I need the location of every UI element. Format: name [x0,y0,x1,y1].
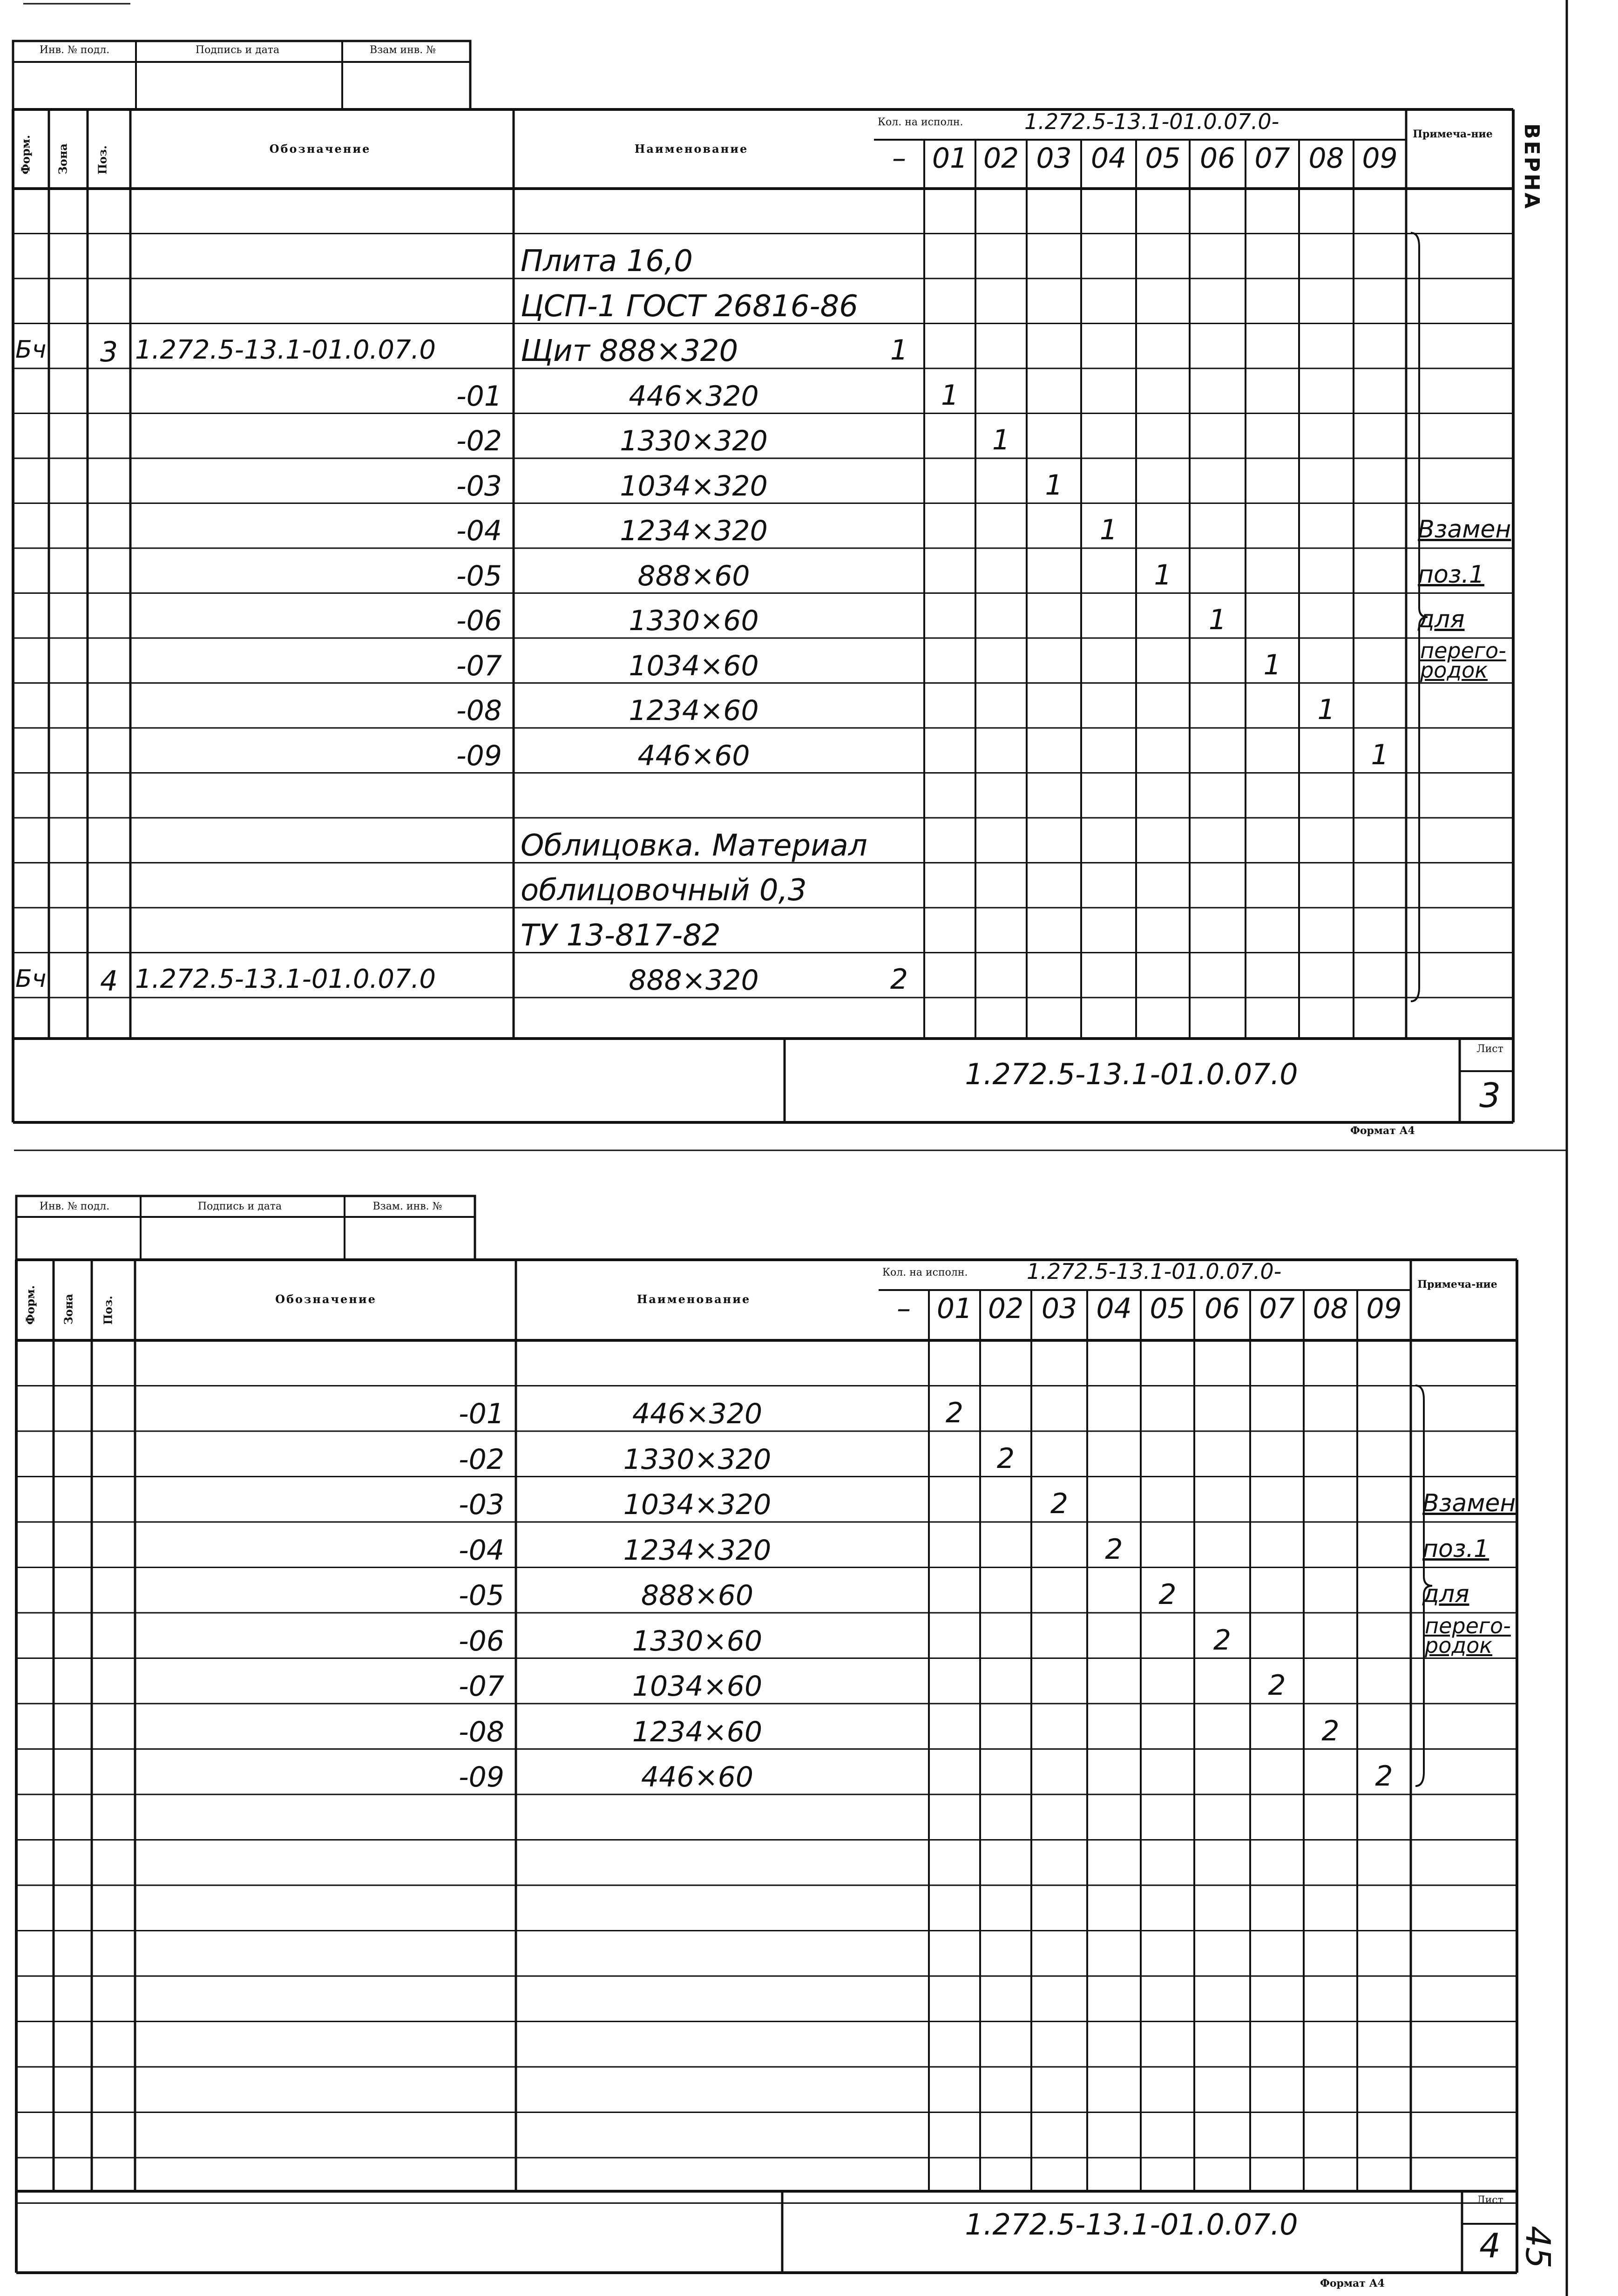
table-row-8-name: 1330×60 [629,605,759,637]
table-row-13-name: Облицовка. Материал [521,828,867,863]
stamp-inv-header-2: Инв. № подл. [39,1201,110,1212]
variant-col-05: 05 [1150,1292,1185,1325]
header-note-2: Примеча-ние [1417,1278,1497,1291]
header-qty-label: Кол. на исполн. [878,116,963,128]
table-row-3-name: 446×320 [629,380,759,413]
table-row-4-note: для [1422,1580,1469,1608]
table-row-9-designation: -07 [456,649,502,682]
table-row-7-designation: -05 [456,559,502,592]
variant-col-04: 04 [1090,142,1127,175]
table-row-4-qty: 1 [992,424,1010,456]
table-row-14-name: облицовочный 0,3 [521,873,807,908]
header-qty-label-2: Кол. на исполн. [882,1267,968,1278]
table-row-10-designation: -08 [456,694,502,727]
table-row-3-note: поз.1 [1422,1535,1489,1563]
table-row-6-name: 1034×60 [632,1670,763,1703]
header-form: Форм. [19,135,33,175]
table-row-8-name: 446×60 [641,1761,754,1793]
header-note: Примеча-ние [1413,128,1493,140]
table-row-2-qty: 1 [890,334,908,367]
table-row-10-qty: 1 [1317,693,1335,726]
table-row-9-note-2: родок [1420,657,1488,683]
table-row-3-name: 1234×320 [623,1534,772,1567]
sheet-number-2: 4 [1479,2226,1501,2265]
variant-col-06: 06 [1199,142,1236,175]
variant-col-01: 01 [932,142,968,175]
table-row-11-name: 446×60 [637,739,750,772]
table-row-1-designation: -02 [459,1443,504,1476]
table-row-4-name: 888×60 [641,1579,754,1612]
format-label-2: Формат А4 [1320,2277,1385,2289]
table-row-8-designation: -09 [459,1761,504,1793]
table-row-9-name: 1034×60 [629,649,759,682]
table-row-5-designation: -03 [456,469,502,503]
table-row-8-designation: -06 [456,605,502,637]
sheet-number-1: 3 [1479,1076,1501,1115]
variant-col-01: 01 [936,1292,973,1325]
table-row-0-name: 446×320 [632,1398,763,1430]
table-row-11-qty: 1 [1371,738,1389,771]
table-row-16-designation: 1.272.5-13.1-01.0.07.0 [135,964,436,994]
table-row-5-qty: 1 [1045,469,1063,502]
variant-col-08: 08 [1313,1292,1348,1325]
header-form-2: Форм. [23,1285,37,1325]
table-row-7-note: поз.1 [1418,560,1485,589]
table-row-2-name: 1034×320 [623,1488,772,1521]
table-row-4-name: 1330×320 [620,425,768,457]
header-zone-2: Зона [61,1294,75,1325]
stamp-vzam-header: Взам инв. № [370,44,436,56]
page-number: 45 [1518,2226,1557,2269]
table-row-8-note: для [1418,605,1465,633]
table-row-6-designation: -07 [459,1670,504,1703]
table-row-7-designation: -08 [459,1715,504,1748]
table-row-3-qty: 1 [941,379,959,412]
variant-col-02: 02 [983,142,1019,175]
table-row-6-qty: 1 [1099,514,1118,546]
variant-col-08: 08 [1308,142,1344,175]
table-row-16-form: Бч [15,965,47,993]
table-row-10-name: 1234×60 [629,694,759,727]
table-row-16-qty: 2 [890,963,908,996]
table-row-6-name: 1234×320 [620,515,768,547]
sheet-label-1: Лист [1476,1043,1503,1055]
table-row-2-qty: 2 [1050,1488,1069,1520]
table-row-1-name: ЦСП-1 ГОСТ 26816-86 [521,289,858,324]
table-row-16-pos: 4 [100,965,118,998]
header-designation: Обозначение [269,142,371,156]
format-label-1: Формат А4 [1350,1125,1415,1137]
table-row-1-qty: 2 [996,1442,1015,1475]
variant-col-07: 07 [1254,142,1290,175]
variant-col-06: 06 [1204,1292,1240,1325]
variant-col-03: 03 [1036,142,1072,175]
table-row-3-designation: -01 [456,380,502,413]
stamp-sign-header: Подпись и дата [195,44,280,56]
table-row-8-qty: 1 [1208,604,1227,636]
variant-col-base: – [897,1292,911,1325]
table-row-6-qty: 2 [1268,1669,1286,1702]
table-row-7-name: 1234×60 [632,1715,763,1748]
variant-col-07: 07 [1259,1292,1295,1325]
header-designation-2: Обозначение [275,1292,377,1306]
table-row-2-designation: -03 [459,1488,504,1521]
table-row-2-pos: 3 [100,336,118,368]
table-row-15-name: ТУ 13-817-82 [521,918,721,953]
table-row-6-designation: -04 [456,515,502,547]
table-row-11-designation: -09 [456,739,502,772]
stamp-vzam-header-2: Взам. инв. № [372,1201,442,1212]
variant-col-05: 05 [1145,142,1181,175]
table-row-5-note: перего- [1425,1613,1511,1638]
variant-col-03: 03 [1041,1292,1077,1325]
table-row-2-name: Щит 888×320 [521,334,738,368]
verified-stamp: ВЕРНА [1520,123,1544,211]
table-row-5-name: 1330×60 [632,1624,763,1657]
header-qty-base-2: 1.272.5-13.1-01.0.07.0- [1027,1259,1282,1284]
variant-col-base: – [892,142,906,175]
sheet-label-2: Лист [1476,2194,1503,2206]
stamp-inv-header: Инв. № подл. [39,44,110,56]
table-row-5-note-2: родок [1425,1632,1493,1658]
table-row-2-form: Бч [15,336,47,364]
table-row-0-designation: -01 [459,1398,504,1430]
variant-col-04: 04 [1096,1292,1132,1325]
variant-col-09: 09 [1362,142,1398,175]
table-row-3-designation: -04 [459,1534,504,1567]
table-row-0-name: Плита 16,0 [521,244,693,279]
table-row-4-qty: 2 [1158,1578,1177,1611]
variant-col-09: 09 [1366,1292,1402,1325]
table-row-5-name: 1034×320 [620,469,768,503]
table-row-3-qty: 2 [1105,1533,1123,1566]
table-row-7-qty: 1 [1154,558,1172,591]
header-zone: Зона [56,143,70,175]
stamp-sign-header-2: Подпись и дата [197,1201,282,1212]
table-row-6-note: Взамен [1418,516,1511,543]
table-row-2-designation: 1.272.5-13.1-01.0.07.0 [135,335,436,365]
header-name: Наименование [634,142,749,156]
header-name-2: Наименование [636,1292,751,1306]
header-pos-2: Поз. [101,1296,115,1325]
table-row-16-name: 888×320 [629,964,759,997]
table-row-9-qty: 1 [1263,648,1281,681]
doc-number-sheet-1: 1.272.5-13.1-01.0.07.0 [965,1057,1298,1091]
table-row-5-qty: 2 [1213,1624,1232,1657]
table-row-1-name: 1330×320 [623,1443,772,1476]
table-row-7-qty: 2 [1321,1714,1340,1747]
table-row-5-designation: -06 [459,1624,504,1657]
header-qty-base: 1.272.5-13.1-01.0.07.0- [1024,109,1280,134]
table-row-8-qty: 2 [1375,1760,1393,1793]
table-row-7-name: 888×60 [637,559,750,592]
doc-number-sheet-2: 1.272.5-13.1-01.0.07.0 [965,2208,1298,2242]
variant-col-02: 02 [988,1292,1024,1325]
header-pos: Поз. [95,145,109,175]
table-row-4-designation: -05 [459,1579,504,1612]
table-row-4-designation: -02 [456,425,502,457]
table-row-2-note: Взамен [1422,1489,1516,1517]
table-row-0-qty: 2 [945,1397,964,1429]
table-row-9-note: перего- [1420,638,1506,663]
